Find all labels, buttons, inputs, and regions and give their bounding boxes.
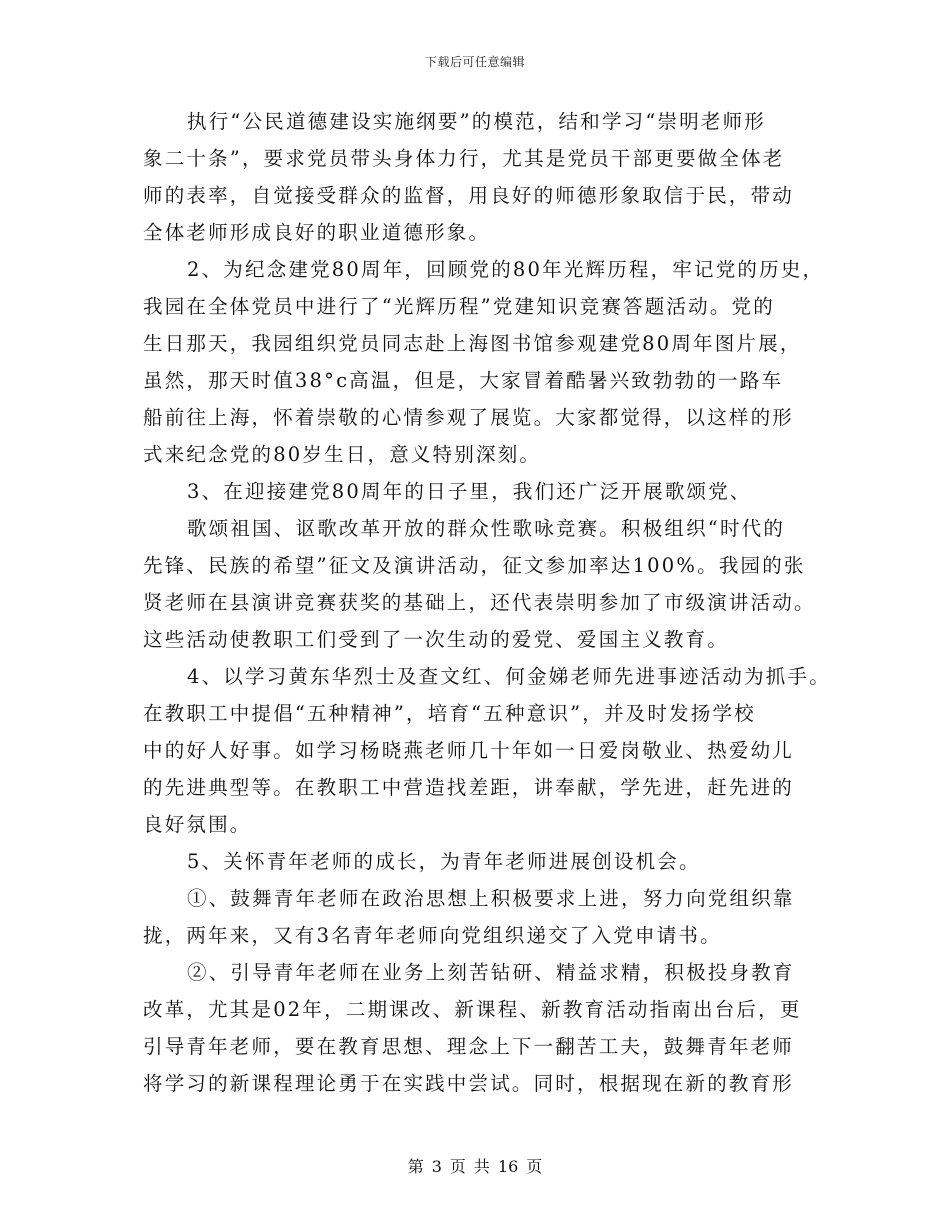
footer-suffix: 页 (526, 1157, 543, 1176)
text-line: ②、引导青年老师在业务上刻苦钻研、精益求精，积极投身教育 (187, 961, 795, 984)
text-line: ①、鼓舞青年老师在政治思想上积极要求上进，努力向党组织靠 (187, 887, 795, 910)
text-line: 式来纪念党的80岁生日，意义特别深刻。 (143, 443, 542, 466)
footer-prefix: 第 (407, 1157, 424, 1176)
text-line: 全体老师形成良好的职业道德形象。 (143, 221, 491, 244)
text-line: 引导青年老师，要在教育思想、理念上下一翻苦工夫，鼓舞青年老师 (143, 1035, 795, 1058)
page-header: 下载后可任意编辑 (424, 55, 525, 69)
text-line: 这些活动使教职工们受到了一次生动的爱党、爱国主义教育。 (143, 628, 729, 651)
text-line: 象二十条”，要求党员带头身体力行，尤其是党员干部更要做全体老 (143, 147, 785, 170)
text-line: 良好氛围。 (143, 813, 252, 836)
text-line: 改革，尤其是02年，二期课改、新课程、新教育活动指南出台后，更 (143, 998, 802, 1021)
text-line: 的先进典型等。在教职工中营造找差距，讲奉献，学先进，赶先进的 (143, 776, 795, 799)
text-line: 我园在全体党员中进行了“光辉历程”党建知识竞赛答题活动。党的 (143, 295, 775, 318)
text-line: 将学习的新课程理论勇于在实践中尝试。同时，根据现在新的教育形 (143, 1072, 795, 1095)
text-line: 中的好人好事。如学习杨晓燕老师几十年如一日爱岗敬业、热爱幼儿 (143, 739, 795, 762)
total-pages: 16 (497, 1157, 519, 1176)
text-line: 虽然，那天时值38°c高温，但是，大家冒着酷暑兴致勃勃的一路车 (143, 369, 784, 392)
page-number: 3 (431, 1157, 442, 1176)
text-line: 生日那天，我园组织党员同志赴上海图书馆参观建党80周年图片展， (143, 332, 802, 355)
text-line: 2、为纪念建党80周年，回顾党的80年光辉历程，牢记党的历史， (187, 258, 825, 281)
text-line: 拢，两年来，又有3名青年老师向党组织递交了入党申请书。 (143, 924, 722, 947)
text-line: 师的表率，自觉接受群众的监督，用良好的师德形象取信于民，带动 (143, 184, 795, 207)
text-line: 贤老师在县演讲竞赛获奖的基础上，还代表崇明参加了市级演讲活动。 (143, 591, 816, 614)
footer-total-word: 共 (473, 1157, 490, 1176)
page-footer (0, 1154, 950, 1177)
text-line: 4、以学习黄东华烈士及查文红、何金娣老师先进事迹活动为抓手。 (187, 665, 831, 688)
text-line: 执行“公民道德建设实施纲要”的模范，结和学习“崇明老师形 (187, 110, 767, 133)
text-line: 船前往上海，怀着崇敬的心情参观了展览。大家都觉得，以这样的形 (143, 406, 795, 429)
text-line: 先锋、民族的希望”征文及演讲活动，征文参加率达100%。我园的张 (143, 554, 806, 577)
text-line: 在教职工中提倡“五种精神”，培育“五种意识”，并及时发扬学校 (143, 702, 756, 725)
text-line: 5、关怀青年老师的成长，为青年老师进展创设机会。 (187, 850, 701, 873)
text-line: 歌颂祖国、讴歌改革开放的群众性歌咏竞赛。积极组织“时代的 (187, 517, 786, 540)
footer-page-word: 页 (449, 1157, 466, 1176)
text-line: 3、在迎接建党80周年的日子里，我们还广泛开展歌颂党、 (187, 480, 752, 503)
